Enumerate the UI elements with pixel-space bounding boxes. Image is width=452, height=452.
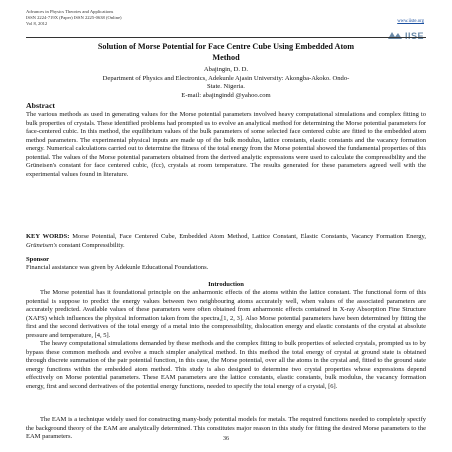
sponsor-text: Financial assistance was given by Adekunle Educational Foundations.: [26, 264, 209, 271]
author-affiliation: State. Nigeria.: [207, 83, 245, 91]
journal-issn: ISSN 2224-719X (Paper) ISSN 2225-0638 (Online): [26, 15, 122, 21]
introduction-heading: Introduction: [208, 281, 244, 288]
title-line: Method: [212, 53, 240, 62]
author-block: [26, 66, 426, 100]
journal-volume: Vol 8, 2012: [26, 21, 48, 27]
introduction-paragraph: The EAM is a technique widely used for constructing many-body potential models for metals. The required functions needed to completely specify the background theory of the EAM are analytically determined. This constitutes major reason in this study for fitting the desired Morse parameters to the EAM parameters.: [26, 416, 426, 441]
journal-header-right: [387, 9, 424, 45]
author-affiliation: Department of Physics and Electronics, Adekunle Ajasin University: Akongba-Akoko. Ondo-: [102, 74, 350, 82]
keywords-italic: Grüneisen's: [26, 241, 57, 249]
journal-website-link[interactable]: www.iiste.org: [397, 19, 424, 24]
logo-mark-icon: [387, 31, 403, 40]
introduction-paragraph: The heavy computational simulations demanded by these methods and the complex fitting to bulk properties of selected crystals, prompted us to by bypass these common methods and evolve a much simpler analytical method. In this method the total energy of crystal at ground state is obtained through discrete summation of the pair potential function, in this case, the Morse potential, over all the atoms in the crystal and, fitted to the ground state energy functions within the embedded atom method. This study is also designed to determine two crystal properties whose expressions depend effectively on Morse potential parameters. These EAM parameters are the lattice constants, elastic constants, bulk modulus, the vacancy formation energy, first and second derivatives of the potential energy functions, needed to specify the total energy of a crystal, [6].: [26, 340, 426, 390]
logo-text: IISE: [404, 30, 424, 41]
journal-logo: [387, 31, 424, 41]
keywords-label: KEY WORDS:: [26, 233, 70, 240]
introduction-paragraph: The Morse potential has it foundational principle on the anharmonic effects of the atoms within the lattice constant. The functional form of this potential is suppose to predict the energy values between two neighbouring atoms accurately well, when values of the associated parameters are accurately predicted. Available values of these parameters were often obtained from anharmonic effects contained in X-ray Absorption Fine Structure (XAFS) which influences the physical information taken from the spectra,[1, 2, 3]. Also Morse potential parameters have been determined by fitting the first and the second derivatives of the total energy of a metal into the compressibility, dislocation energy and elastic constants of the crystal at absolute pressure and temperature, [4, 5].: [26, 289, 426, 339]
keywords: [26, 233, 426, 250]
keywords-tail: constant Compressibility.: [57, 241, 125, 249]
journal-name: Advances in Physics Theories and Applications: [26, 9, 114, 14]
author-email: E-mail: abajingindd @yahoo.com: [181, 91, 271, 99]
journal-header: [26, 9, 122, 28]
title-line: Solution of Morse Potential for Face Centre Cube Using Embedded Atom: [97, 42, 355, 51]
abstract-text: The various methods as used in generating values for the Morse potential parameters involved heavy computational simulations and complex fitting to bulk properties of crystals. These identified problems had prompted us to evolve an analytical method for determining the Morse potential parameters for face-centered cubic. In this method, the equilibrium values of the bulk parameters of some selected face centered cubic are fitted to the embedded atom method parameters. The experimental physical inputs are made up of the bulk modulus, lattice constants, elastic constants and the vacancy formation energy. Numerical calculations carried out to determine the fitness of the total energy from the Morse potential showed the fundamental properties of this potential. The values of the Morse potential parameters obtained from the derived analytic expressions were used to calculate the compressibility and the Grüneisen's constant for face centered cubic, (fcc), crystals at room temperature. The results generated for these parameters agreed well with the experimental values found in literature.: [26, 111, 426, 178]
sponsor-heading: Sponsor: [26, 256, 50, 263]
author-name: Abajingin, D. D.: [203, 66, 249, 73]
keywords-text: Morse Potential, Face Centered Cube, Embedded Atom Method, Lattice Constant, Elastic Constants, Vacancy Formation Energy,: [69, 233, 426, 240]
abstract-heading: Abstract: [26, 101, 56, 110]
header-divider: [26, 37, 426, 38]
paper-title: [60, 41, 392, 63]
page-number: 36: [223, 436, 229, 442]
